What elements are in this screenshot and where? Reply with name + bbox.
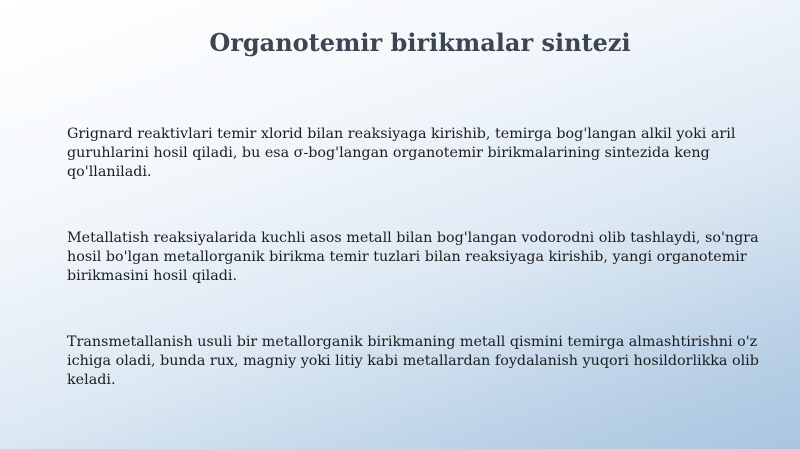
- slide-title: Organotemir birikmalar sintezi: [209, 28, 631, 57]
- paragraph-grignard: Grignard reaktivlari temir xlorid bilan reaksiyaga kirishib, temirga bog'langan alkil yoki aril guruhlarini hosil qiladi, bu esa σ-bog'langan organotemir birikmalarining sintezida keng qo'llaniladi.: [67, 126, 736, 180]
- paragraph-metallation: Metallatish reaksiyalarida kuchli asos metall bilan bog'langan vodorodni olib tashlaydi, so'ngra hosil bo'lgan metallorganik birikma temir tuzlari bilan reaksiyaga kirishib, yangi organotemir birikmasini hosil qiladi.: [67, 230, 759, 284]
- paragraph-transmetallation: Transmetallanish usuli bir metallorganik birikmaning metall qismini temirga almashtirishni o'z ichiga oladi, bunda rux, magniy yoki litiy kabi metallardan foydalanish yuqori hosildorlikka olib keladi.: [67, 334, 759, 388]
